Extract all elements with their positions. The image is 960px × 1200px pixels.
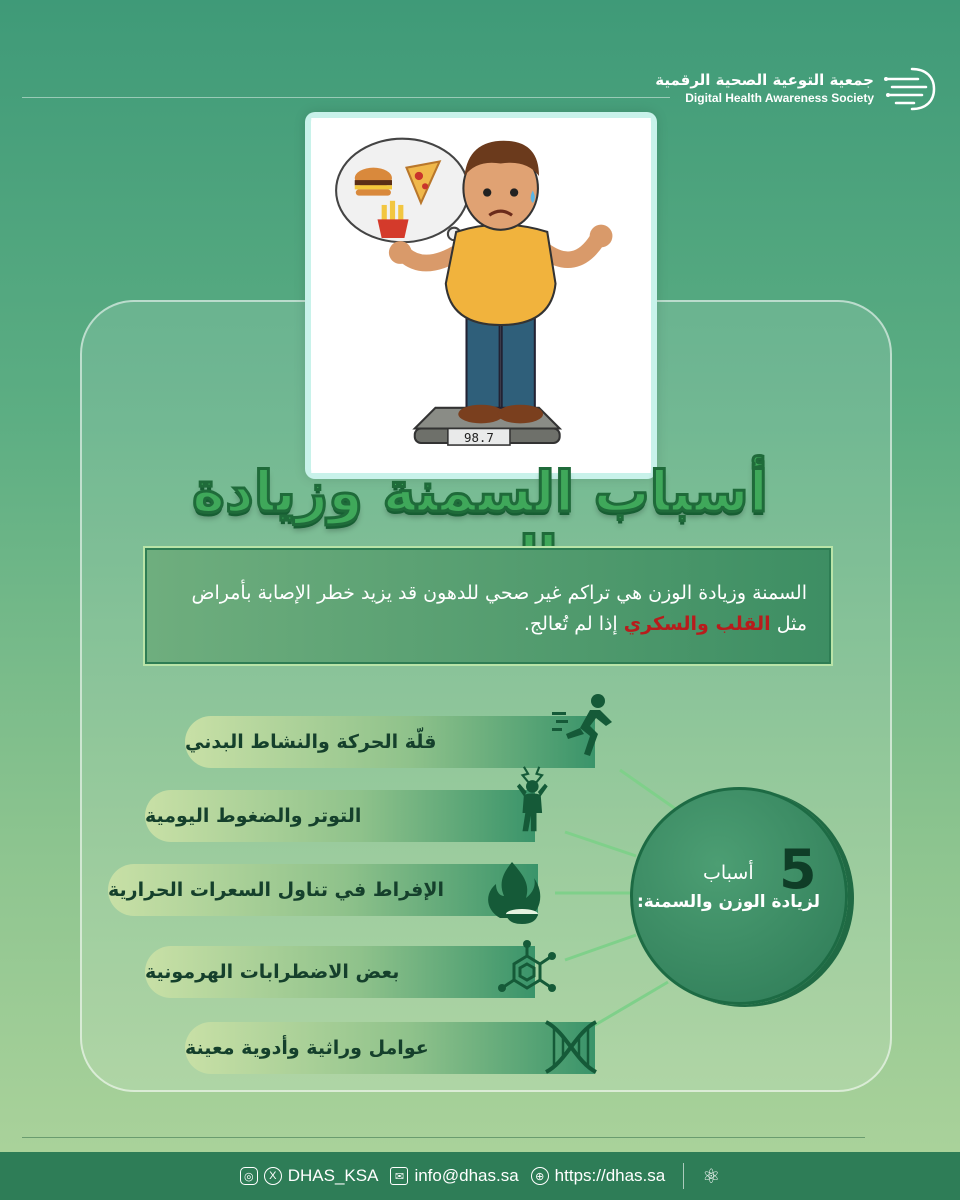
org-name-en: Digital Health Awareness Society	[685, 91, 874, 105]
page-title: أسباب السمنة وزيادة	[192, 460, 768, 525]
molecule-icon	[492, 938, 562, 1008]
description-text-start: السمنة وزيادة الوزن هي تراكم غير صحي للدهون قد يزيد خطر الإصابة بأمراض مثل	[191, 582, 807, 635]
cause-label: قلّة الحركة والنشاط البدني	[185, 731, 437, 753]
flame-food-icon	[478, 858, 548, 928]
cause-item-genetics	[185, 1022, 595, 1074]
globe-icon: ⊕	[531, 1167, 549, 1185]
x-icon[interactable]: X	[264, 1167, 282, 1185]
social-handle[interactable]: DHAS_KSA	[287, 1166, 379, 1185]
scale-reading: 98.7	[463, 429, 494, 445]
org-name-ar: جمعية التوعية الصحية الرقمية	[655, 71, 874, 89]
description-box	[143, 546, 833, 666]
cause-label: بعض الاضطرابات الهرمونية	[145, 961, 400, 983]
summary-word: أسباب	[703, 862, 754, 884]
cause-label: التوتر والضغوط اليومية	[145, 805, 362, 827]
summary-number: 5	[779, 838, 817, 901]
cause-label: عوامل وراثية وأدوية معينة	[185, 1037, 429, 1059]
summary-subtitle: لزيادة الوزن والسمنة:	[637, 892, 821, 912]
description-text-end: إذا لم تُعالج.	[523, 613, 624, 635]
cause-label: الإفراط في تناول السعرات الحرارية	[108, 879, 445, 901]
footer	[0, 1152, 960, 1200]
cause-item-overeating	[108, 864, 538, 916]
website-link[interactable]: https://dhas.sa	[554, 1166, 666, 1185]
instagram-icon[interactable]: ◎	[240, 1167, 258, 1185]
atom-logo-icon: ⚛	[702, 1165, 721, 1188]
social-handle-group[interactable]	[240, 1166, 379, 1186]
illustration-frame	[305, 112, 657, 479]
overweight-man-illustration	[311, 118, 651, 473]
footer-separator	[683, 1163, 684, 1189]
cause-item-inactivity	[185, 716, 595, 768]
top-divider	[22, 97, 670, 98]
website-group[interactable]	[531, 1166, 666, 1186]
cause-item-hormonal	[145, 946, 535, 998]
bottom-divider	[22, 1137, 865, 1138]
stressed-person-icon	[498, 764, 568, 834]
cause-item-stress	[145, 790, 535, 842]
org-logo	[650, 58, 940, 118]
summary-circle	[630, 787, 848, 1005]
running-person-icon	[550, 690, 620, 760]
description-highlight: القلب والسكري	[623, 613, 771, 635]
email-link[interactable]: info@dhas.sa	[414, 1166, 519, 1185]
email-group[interactable]	[390, 1166, 518, 1186]
dna-icon	[536, 1012, 606, 1082]
mail-icon: ✉	[390, 1167, 408, 1185]
org-logo-mark-icon	[882, 63, 940, 113]
